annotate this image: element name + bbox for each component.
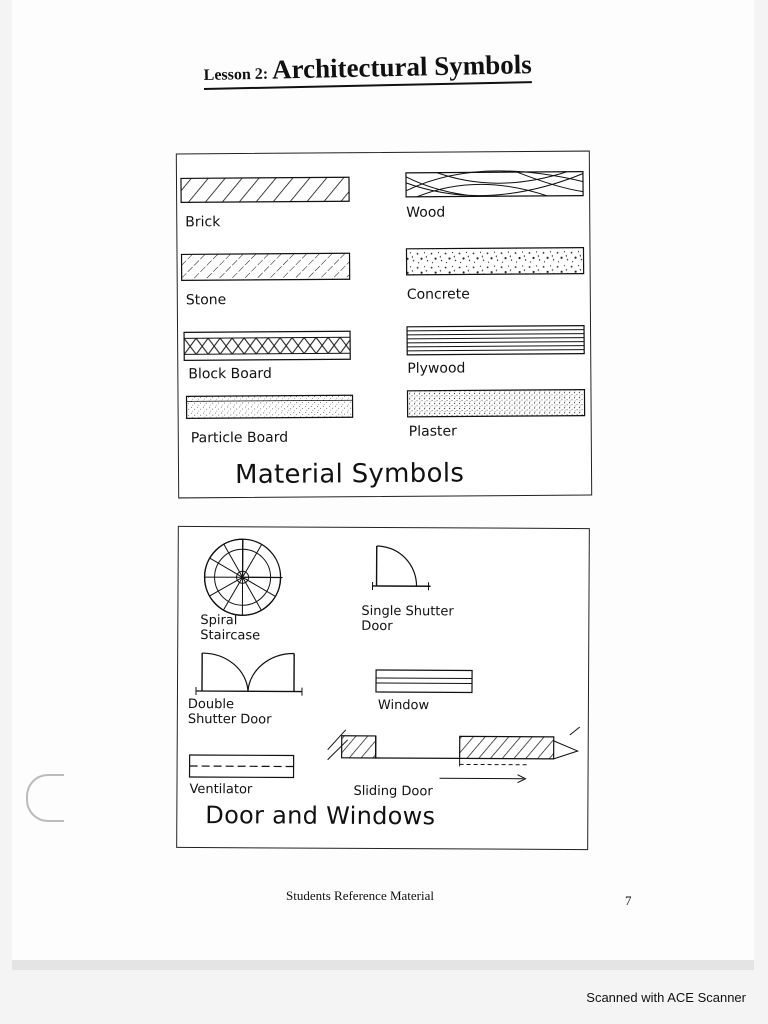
material-panel-title: Material Symbols: [234, 458, 465, 491]
particle-board-icon: [186, 395, 352, 418]
plywood-lines-icon: [407, 326, 584, 355]
brick-hatch-icon: [181, 177, 349, 202]
material-label-brick: Brick: [185, 214, 221, 231]
material-label-plaster: Plaster: [408, 423, 457, 440]
sliding-door-icon: [328, 726, 580, 783]
scanner-watermark: Scanned with ACE Scanner: [586, 990, 746, 1005]
label-line-1: Spiral: [200, 613, 238, 629]
single-shutter-door-icon: [373, 546, 431, 590]
material-symbols-panel: [176, 151, 592, 499]
block-board-icon: [184, 331, 350, 360]
footer-text: Students Reference Material: [286, 888, 434, 903]
door-label-single-shutter: [361, 604, 454, 634]
label-line-2: Door: [361, 618, 393, 635]
door-windows-panel: [176, 526, 590, 850]
door-label-sliding-door: Sliding Door: [353, 783, 433, 800]
wood-grain-icon: [406, 170, 583, 197]
page-edge: [12, 960, 754, 970]
door-panel-title: Door and Windows: [205, 801, 436, 831]
door-label-double-shutter: [188, 697, 272, 727]
label-line-2: Staircase: [200, 628, 261, 644]
material-label-plywood: Plywood: [407, 360, 466, 377]
material-label-concrete: Concrete: [406, 286, 470, 303]
material-label-stone: Stone: [185, 292, 227, 309]
material-label-wood: Wood: [406, 204, 446, 221]
door-label-ventilator: Ventilator: [189, 781, 253, 798]
stone-hatch-icon: [182, 253, 350, 280]
punch-hole-shadow: [26, 774, 64, 822]
page-number: 7: [625, 893, 632, 908]
label-line-1: Single Shutter: [361, 603, 454, 620]
lesson-title: Architectural Symbols: [271, 49, 533, 85]
door-label-window: Window: [377, 697, 430, 714]
label-line-1: Double: [187, 696, 235, 713]
material-label-particle-board: Particle Board: [190, 429, 289, 447]
page-title: [203, 49, 532, 90]
concrete-speckle-icon: [406, 248, 583, 275]
plaster-dots-icon: [407, 390, 584, 417]
door-label-spiral-staircase: [200, 613, 260, 643]
double-shutter-door-icon: [196, 653, 302, 696]
window-icon: [376, 670, 472, 693]
spiral-staircase-icon: [204, 539, 282, 615]
ventilator-icon: [190, 755, 294, 778]
lesson-prefix: Lesson 2:: [203, 65, 269, 85]
label-line-2: Shutter Door: [187, 711, 272, 728]
material-label-block-board: Block Board: [188, 365, 272, 383]
